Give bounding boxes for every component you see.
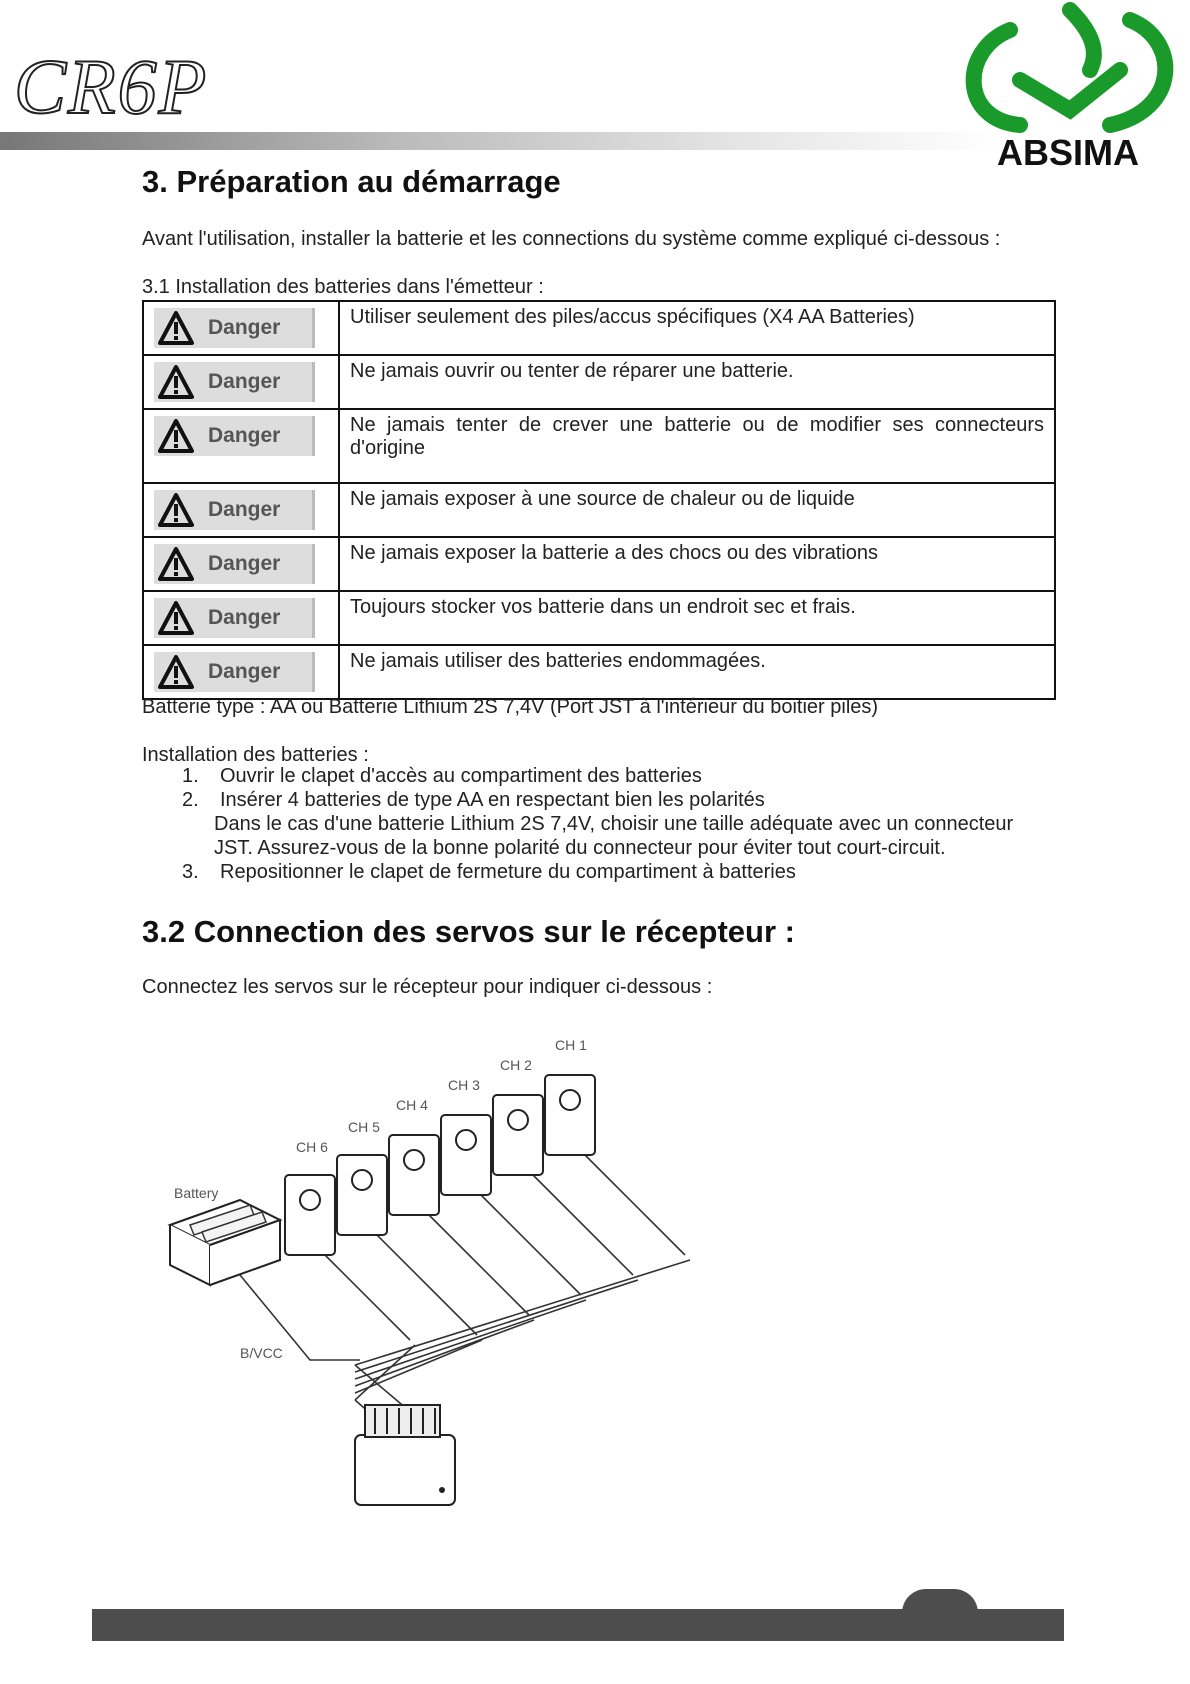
- warning-icon: [158, 311, 194, 345]
- intro-text: Avant l'utilisation, installer la batterie et les connections du système comme expliqué ci-dessous :: [142, 228, 1001, 250]
- ch5-label: CH 5: [348, 1119, 380, 1135]
- danger-text: Ne jamais utiliser des batteries endommagées.: [339, 645, 1055, 699]
- header-bar: [0, 132, 1000, 150]
- brand-title: CR6P: [14, 43, 209, 130]
- danger-row: [143, 537, 1055, 591]
- danger-label: Danger: [208, 606, 281, 629]
- bus-line: [355, 1280, 638, 1372]
- danger-table: [142, 300, 1056, 700]
- ch6-label: CH 6: [296, 1139, 328, 1155]
- wire-ch2: [528, 1170, 633, 1275]
- danger-text: Ne jamais tenter de crever une batterie ou de modifier ses connecteurs d'origine: [339, 409, 1055, 483]
- servo-ch5: [337, 1155, 387, 1235]
- ch4-label: CH 4: [396, 1097, 428, 1113]
- wiring-diagram: [150, 1020, 710, 1540]
- list-item: 1. Ouvrir le clapet d'accès au compartiment des batteries: [182, 765, 702, 787]
- danger-label: Danger: [208, 424, 281, 447]
- logo-swirl-center: [1020, 70, 1120, 110]
- section-title: 3. Préparation au démarrage: [142, 164, 561, 199]
- wire-ch6: [320, 1250, 410, 1340]
- absima-logo: [950, 0, 1186, 180]
- servo-ch6: [285, 1175, 335, 1255]
- install-title: Installation des batteries :: [142, 744, 369, 766]
- list-item: Dans le cas d'une batterie Lithium 2S 7,4V, choisir une taille adéquate avec un connecteur: [214, 813, 1014, 835]
- danger-row: [143, 355, 1055, 409]
- connect-intro: Connectez les servos sur le récepteur pour indiquer ci-dessous :: [142, 976, 713, 998]
- danger-label: Danger: [208, 552, 281, 575]
- install-steps: [172, 764, 1013, 884]
- danger-text: Utiliser seulement des piles/accus spécifiques (X4 AA Batteries): [339, 301, 1055, 355]
- ch2-label: CH 2: [500, 1057, 532, 1073]
- danger-row: [143, 591, 1055, 645]
- danger-label: Danger: [208, 370, 281, 393]
- danger-label: Danger: [208, 498, 281, 521]
- bvcc-label: B/VCC: [240, 1345, 283, 1361]
- footer-bar: [92, 1609, 1064, 1641]
- servo-ch1: [545, 1075, 595, 1155]
- danger-text: Ne jamais ouvrir ou tenter de réparer une batterie.: [339, 355, 1055, 409]
- warning-icon: [158, 493, 194, 527]
- danger-row: [143, 409, 1055, 483]
- list-item: JST. Assurez-vous de la bonne polarité du connecteur pour éviter tout court-circuit.: [214, 837, 946, 859]
- receiver: [355, 1405, 455, 1505]
- danger-label: Danger: [208, 660, 281, 683]
- danger-label: Danger: [208, 316, 281, 339]
- battery-label: Battery: [174, 1185, 219, 1201]
- warning-icon: [158, 655, 194, 689]
- servo-ch4: [389, 1135, 439, 1215]
- ch3-label: CH 3: [448, 1077, 480, 1093]
- servo-ch3: [441, 1115, 491, 1195]
- warning-icon: [158, 547, 194, 581]
- danger-text: Ne jamais exposer la batterie a des chocs ou des vibrations: [339, 537, 1055, 591]
- danger-row: [143, 645, 1055, 699]
- battery-pack: [170, 1200, 280, 1285]
- danger-row: [143, 483, 1055, 537]
- wire-ch1: [580, 1150, 685, 1255]
- battery-type: Batterie type : AA ou Batterie Lithium 2S 7,4V (Port JST à l'intérieur du boitier piles): [142, 696, 879, 718]
- wire-ch4: [424, 1210, 529, 1315]
- ch1-label: CH 1: [555, 1037, 587, 1053]
- warning-icon: [158, 601, 194, 635]
- wire-ch5: [372, 1230, 477, 1335]
- warning-icon: [158, 419, 194, 453]
- logo-text: ABSIMA: [997, 132, 1139, 173]
- danger-text: Ne jamais exposer à une source de chaleur ou de liquide: [339, 483, 1055, 537]
- warning-icon: [158, 365, 194, 399]
- section-title-32: 3.2 Connection des servos sur le récepteur :: [142, 914, 795, 949]
- wire-ch3: [476, 1190, 581, 1295]
- subsection-title: 3.1 Installation des batteries dans l'émetteur :: [142, 276, 544, 298]
- danger-row: [143, 301, 1055, 355]
- list-item: 2. Insérer 4 batteries de type AA en respectant bien les polarités: [182, 789, 765, 811]
- danger-text: Toujours stocker vos batterie dans un endroit sec et frais.: [339, 591, 1055, 645]
- list-item: 3. Repositionner le clapet de fermeture du compartiment à batteries: [182, 861, 796, 883]
- logo-swirl-top: [1070, 10, 1094, 70]
- servo-ch2: [493, 1095, 543, 1175]
- bus-line: [355, 1260, 690, 1365]
- bus-line: [355, 1300, 586, 1379]
